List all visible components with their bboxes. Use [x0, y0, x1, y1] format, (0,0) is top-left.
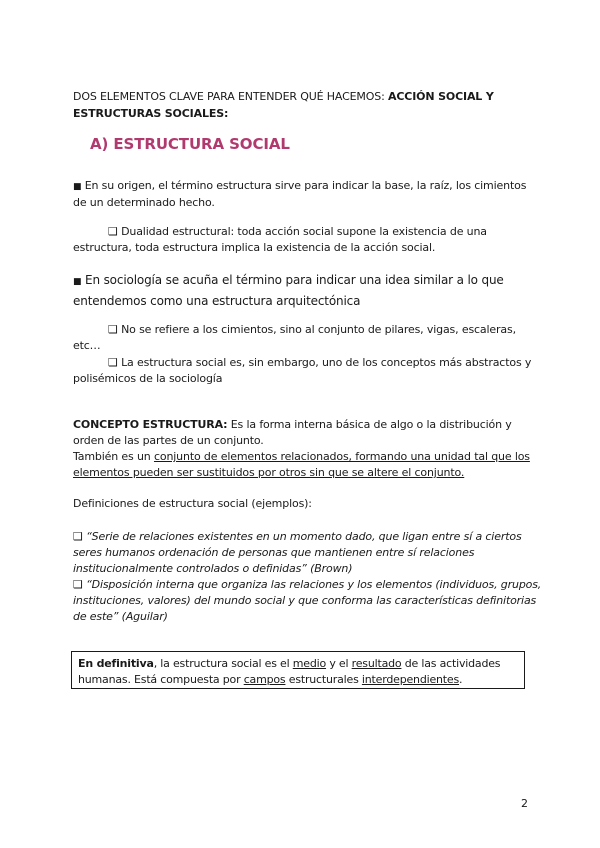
intro-normal: DOS ELEMENTOS CLAVE PARA ENTENDER QUÉ HACEMOS: [73, 90, 389, 103]
checkbox-bullet-icon: ❑ [108, 356, 118, 369]
summary-resultado: resultado [351, 657, 402, 670]
paragraph-cimientos [73, 322, 533, 354]
concepto-text: Es la forma interna básica de algo o la distribución y orden de las partes de un conjunto. [73, 418, 512, 447]
paragraph-abstracto-text: La estructura social es, sin embargo, uno de los conceptos más abstractos y polisémicos de la sociología [73, 356, 532, 385]
summary-campos: campos [243, 673, 286, 686]
intro-line [73, 88, 523, 122]
summary-t5: . [459, 673, 463, 686]
section-heading: A) ESTRUCTURA SOCIAL [90, 135, 290, 153]
concepto-label: CONCEPTO ESTRUCTURA: [73, 418, 228, 431]
square-bullet-icon: ■ [73, 277, 82, 287]
summary-medio: medio [292, 657, 327, 670]
paragraph-origen-text: En su origen, el término estructura sirve para indicar la base, la raíz, los cimientos de un determinado hecho. [73, 179, 527, 209]
summary-t3: de las actividades humanas. Está compuesta por [78, 657, 501, 686]
paragraph-abstracto [73, 355, 533, 387]
page-number: 2 [521, 797, 528, 810]
definicion-aguilar-text: “Disposición interna que organiza las relaciones y los elementos (individuos, grupos, instituciones, valores) del mundo social y que conforma las características definitorias de este” (Aguilar) [73, 578, 542, 623]
paragraph-concepto [73, 417, 533, 449]
tambien-prefix: También es un [73, 450, 154, 463]
summary-interdependientes: interdependientes [361, 673, 460, 686]
square-bullet-icon: ■ [73, 182, 82, 192]
checkbox-bullet-icon: ❑ [108, 323, 118, 336]
paragraph-tambien [73, 449, 533, 481]
paragraph-cimientos-text: No se refiere a los cimientos, sino al conjunto de pilares, vigas, escaleras, etc… [73, 323, 516, 352]
intro-bold: ACCIÓN SOCIAL Y ESTRUCTURAS SOCIALES: [73, 90, 494, 120]
paragraph-sociologia-text: En sociología se acuña el término para indicar una idea similar a lo que entendemos como una estructura arquitectónica [73, 273, 504, 308]
paragraph-origen [73, 178, 533, 211]
paragraph-sociologia [73, 271, 543, 311]
definicion-aguilar [73, 577, 543, 625]
definicion-brown [73, 529, 543, 577]
paragraph-dualidad [73, 224, 533, 256]
paragraph-dualidad-text: Dualidad estructural: toda acción social supone la existencia de una estructura, toda estructura implica la existencia de la acción social. [73, 225, 487, 254]
definiciones-title: Definiciones de estructura social (ejemplos): [73, 497, 312, 510]
tambien-underlined: conjunto de elementos relacionados, formando una unidad tal que los elementos pueden ser sustituidos por otros sin que se altere el conjunto. [73, 450, 530, 479]
checkbox-bullet-icon: ❑ [73, 530, 83, 543]
definicion-brown-text: “Serie de relaciones existentes en un momento dado, que ligan entre sí a ciertos seres humanos ordenación de personas que mantienen entre sí relaciones institucionalmente controlados o definidas” (Brown) [73, 530, 522, 575]
summary-box [71, 651, 525, 689]
summary-t1: , la estructura social es el [153, 657, 293, 670]
summary-bold: En definitiva [78, 657, 154, 670]
summary-text [78, 656, 518, 688]
summary-t2: y el [326, 657, 352, 670]
checkbox-bullet-icon: ❑ [73, 578, 83, 591]
checkbox-bullet-icon: ❑ [108, 225, 118, 238]
summary-t4: estructurales [285, 673, 362, 686]
